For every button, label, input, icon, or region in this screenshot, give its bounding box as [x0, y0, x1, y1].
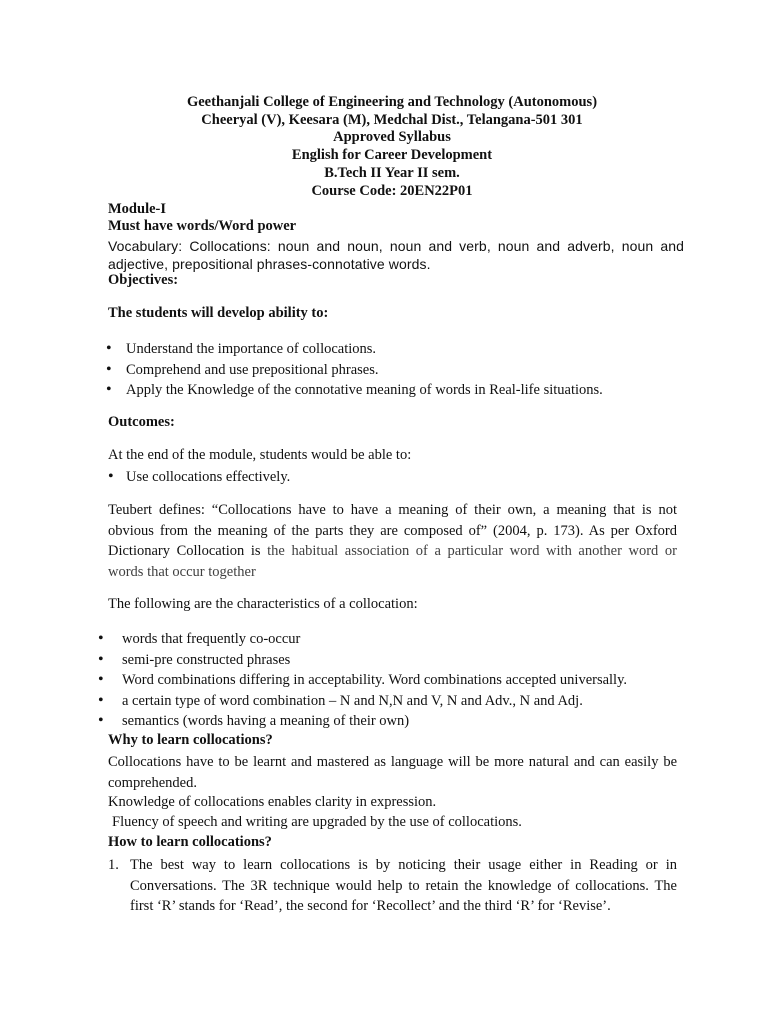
characteristics-intro: The following are the characteristics of a collocation: — [108, 596, 418, 612]
college-address: Cheeryal (V), Keesara (M), Medchal Dist., Telangana-501 301 — [201, 112, 583, 128]
list-item: • semi-pre constructed phrases — [100, 650, 684, 671]
why-paragraph-2: Knowledge of collocations enables clarity in expression. — [108, 794, 437, 810]
why-paragraph-1: Collocations have to be learnt and mastered as language will be more natural and can easily be comprehended. — [108, 754, 677, 791]
course-year: B.Tech II Year II sem. — [324, 165, 460, 181]
bullet-icon: • — [106, 381, 112, 398]
outcomes-intro: At the end of the module, students would be able to: — [108, 447, 412, 463]
bullet-icon: • — [98, 691, 104, 709]
outcomes-list — [108, 467, 684, 487]
list-item: • words that frequently co-occur — [100, 629, 684, 650]
list-item: • Use collocations effectively. — [108, 468, 291, 485]
why-heading: Why to learn collocations? — [108, 732, 273, 748]
bullet-icon: • — [106, 340, 112, 357]
why-paragraph-3: Fluency of speech and writing are upgraded by the use of collocations. — [112, 814, 522, 830]
list-item: • Understand the importance of collocations. — [108, 339, 684, 360]
list-item: • Comprehend and use prepositional phrases. — [108, 360, 684, 381]
ability-heading: The students will develop ability to: — [108, 305, 329, 321]
list-number: 1. — [108, 857, 119, 873]
module-subtitle: Must have words/Word power — [108, 218, 297, 234]
how-item-text: The best way to learn collocations is by noticing their usage either in Reading or in Conversations. The 3R technique would help to retain the knowledge of collocations. The first ‘R’ stands for ‘Read’, the second for ‘Recollect’ and the third ‘R’ for ‘Revise’. — [130, 857, 677, 915]
characteristics-list — [100, 629, 684, 732]
college-name: Geethanjali College of Engineering and Technology (Autonomous) — [186, 94, 598, 110]
list-item: • Word combinations differing in acceptability. Word combinations accepted universally. — [100, 670, 684, 691]
oxford-definition: the habitual association of a particular word with another word or words that occur together — [108, 543, 677, 581]
bullet-icon: • — [98, 650, 104, 668]
course-code: Course Code: 20EN22P01 — [311, 183, 473, 199]
teubert-definition: Teubert defines: “Collocations have to have a meaning of their own, a meaning that is not obvious from the meaning of the parts they are composed of” (2004, p. 173). As per Oxford Dictionary Collocation is — [108, 502, 677, 560]
bullet-icon: • — [98, 671, 104, 688]
outcomes-heading: Outcomes: — [108, 414, 175, 430]
how-heading: How to learn collocations? — [108, 834, 272, 850]
approved-syllabus: Approved Syllabus — [333, 129, 451, 145]
list-item — [108, 855, 677, 917]
objectives-heading: Objectives: — [108, 272, 179, 288]
bullet-icon: • — [98, 712, 104, 729]
objectives-list — [108, 339, 684, 401]
how-list — [108, 855, 677, 917]
list-item: • Apply the Knowledge of the connotative meaning of words in Real-life situations. — [108, 380, 684, 401]
bullet-icon: • — [108, 468, 114, 485]
list-item: • semantics (words having a meaning of their own) — [100, 711, 684, 732]
module-title: Module-I — [108, 201, 166, 217]
bullet-icon: • — [98, 630, 104, 647]
definition-paragraph — [108, 500, 677, 583]
course-title: English for Career Development — [291, 147, 493, 163]
bullet-icon: • — [106, 360, 112, 378]
vocabulary-text: Vocabulary: Collocations: noun and noun, noun and verb, noun and adverb, noun and adjective, prepositional phrases-connotative words. — [108, 238, 684, 272]
list-item: • a certain type of word combination – N and N,N and V, N and Adv., N and Adj. — [100, 691, 684, 712]
